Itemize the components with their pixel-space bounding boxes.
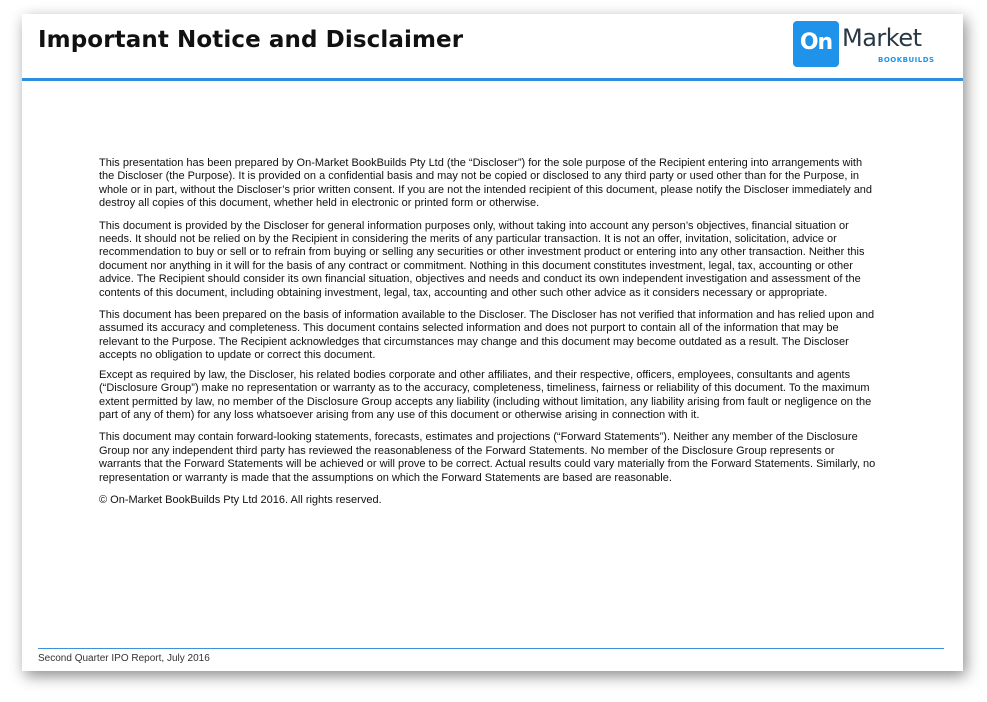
paragraph-information-basis: This document has been prepared on the basis of information available to the Discloser. The Discloser has not verified that information and has relied upon and assumed its accuracy and completeness. This document contains selected information and does not purport to contain all of the information that may be relevant to the Purpose. The Recipient acknowledges that circumstances may change and this document may become outdated as a result. The Discloser accepts no obligation to update or correct this document. xyxy=(99,309,875,362)
logo-mark: On xyxy=(793,21,839,67)
logo-wordmark: Market xyxy=(842,24,922,52)
slide xyxy=(22,14,963,671)
onmarket-logo xyxy=(793,21,933,69)
title-divider xyxy=(22,78,963,81)
footer-text: Second Quarter IPO Report, July 2016 xyxy=(38,653,210,664)
page-title: Important Notice and Disclaimer xyxy=(38,27,464,53)
copyright-notice: © On-Market BookBuilds Pty Ltd 2016. All rights reserved. xyxy=(99,493,382,506)
logo-subtitle: BOOKBUILDS xyxy=(878,56,935,64)
paragraph-confidentiality: This presentation has been prepared by On-Market BookBuilds Pty Ltd (the “Discloser”) for the sole purpose of the Recipient entering into arrangements with the Discloser (the Purpose). It is provided on a confidential basis and may not be copied or disclosed to any third party or used other than for the Purpose, in whole or in part, without the Discloser’s prior written consent. If you are not the intended recipient of this document, please notify the Discloser immediately and destroy all copies of this document, whether held in electronic or printed form or otherwise. xyxy=(99,157,873,210)
paragraph-liability: Except as required by law, the Discloser, his related bodies corporate and other affiliates, and their respective, officers, employees, consultants and agents (“Disclosure Group”) make no representation or warranty as to the accuracy, completeness, timeliness, fairness or reliability of this document. To the maximum extent permitted by law, no member of the Disclosure Group accepts any liability (including without limitation, any liability arising from fault or negligence on the part of any of them) for any loss whatsoever arising from any use of this document or otherwise arising in connection with it. xyxy=(99,368,872,421)
paragraph-general-information: This document is provided by the Discloser for general information purposes only, without taking into account any person’s objectives, financial situation or needs. It should not be relied on by the Recipient in considering the merits of any particular transaction. It is not an offer, invitation, solicitation, advice or recommendation to buy or sell or to refrain from buying or selling any securities or other investment product or entering into any other transaction. Neither this document nor anything in it will for the basis of any contract or commitment. Nothing in this document constitutes investment, legal, tax, accounting or other advice. The Recipient should consider its own financial situation, objectives and needs and conduct its own independent investigation and assessment of the contents of this document, including obtaining investment, legal, tax, accounting and other such other advice as it considers necessary or appropriate. xyxy=(99,219,865,299)
paragraph-forward-statements: This document may contain forward-looking statements, forecasts, estimates and projections (“Forward Statements”). Neither any member of the Disclosure Group nor any independent third party has reviewed the reasonableness of the Forward Statements. No member of the Disclosure Group represents or warrants that the Forward Statements will be achieved or will prove to be correct. Actual results could vary materially from the Forward Statements. Similarly, no representation or warranty is made that the assumptions on which the Forward Statements are based are reasonable. xyxy=(99,431,876,484)
footer-divider xyxy=(38,648,944,649)
disclaimer-body xyxy=(99,157,879,516)
